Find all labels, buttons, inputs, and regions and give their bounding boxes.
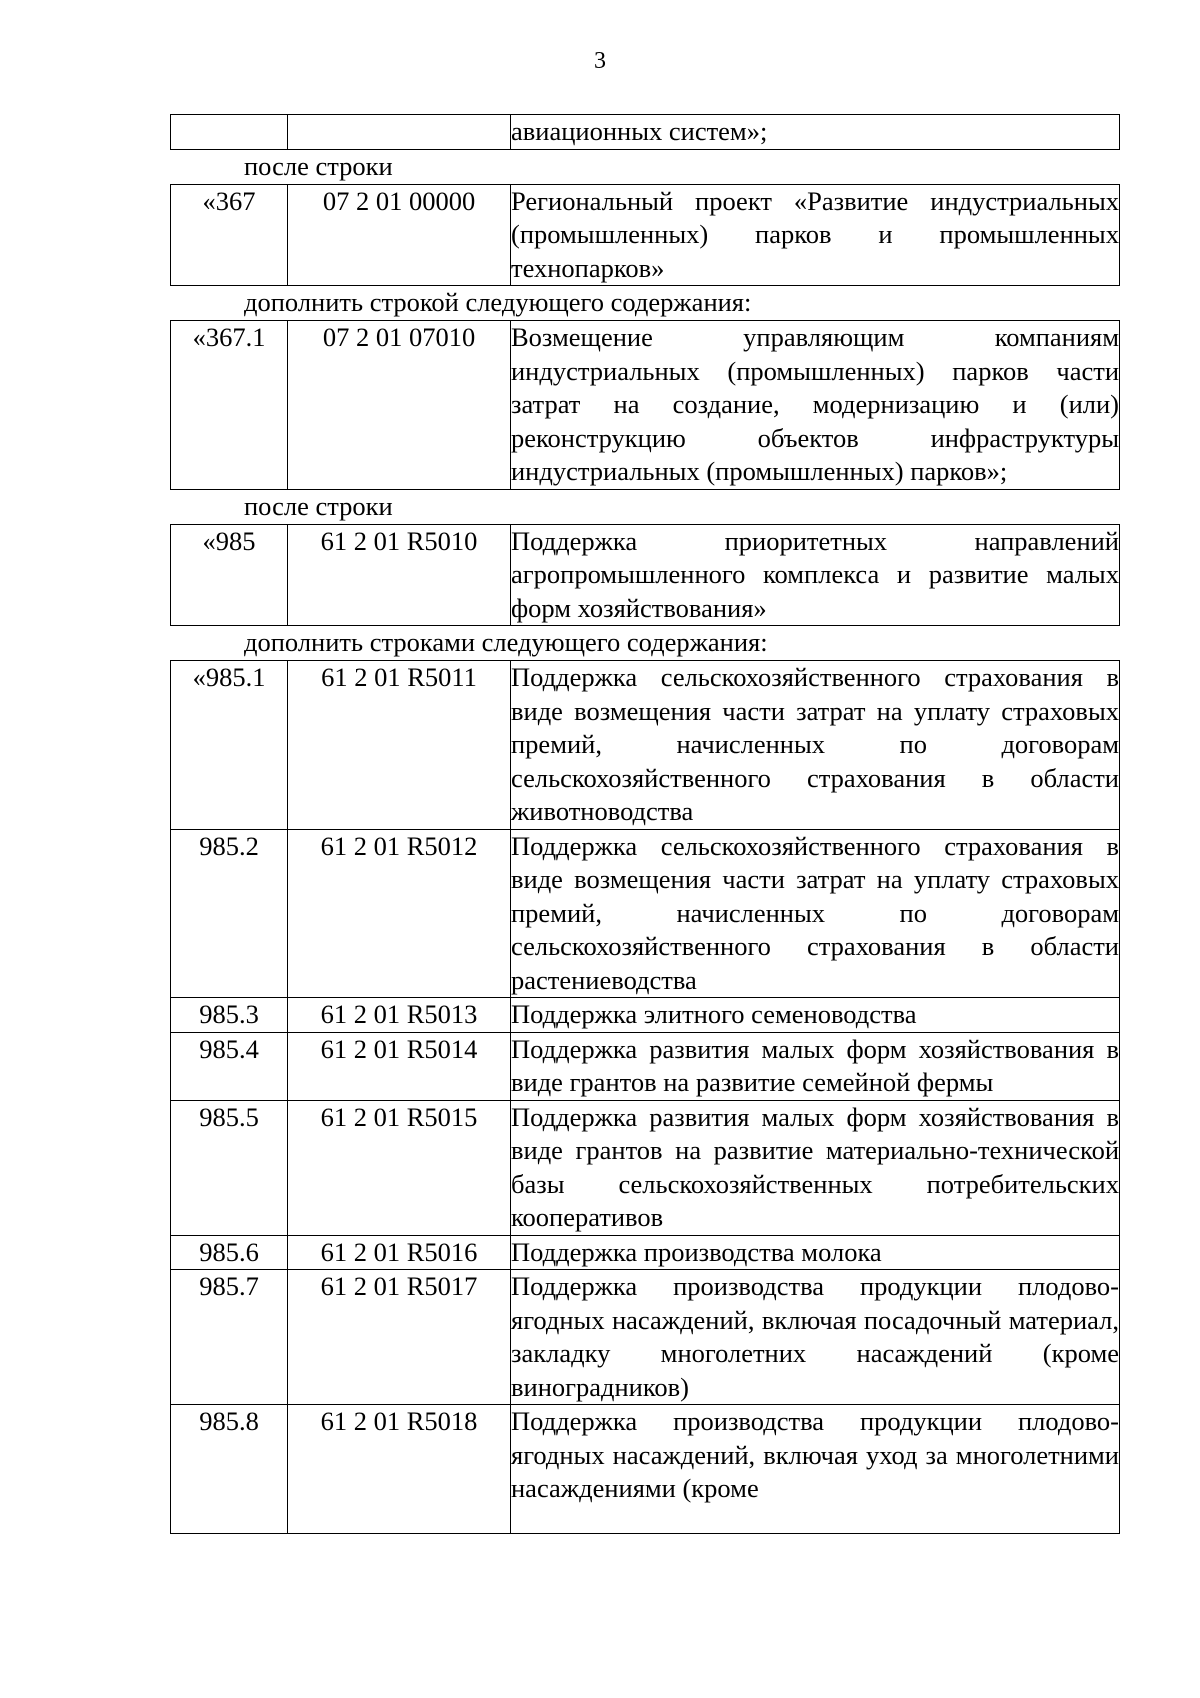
row-description: Поддержка производства продукции плодово-ягодных насаждений, включая посадочный материал, закладку многолетних насаждений (кроме виноградников) bbox=[511, 1270, 1120, 1405]
amendment-table bbox=[170, 184, 1120, 287]
row-description: Возмещение управляющим компаниям индустриальных (промышленных) парков части затрат на создание, модернизацию и (или) реконструкцию объектов инфраструктуры индустриальных (промышленных) парков»; bbox=[511, 321, 1120, 490]
row-code bbox=[288, 115, 511, 150]
table-row bbox=[171, 524, 1120, 626]
row-number: 985.8 bbox=[171, 1405, 288, 1534]
table-row bbox=[171, 1235, 1120, 1270]
row-description: Поддержка элитного семеноводства bbox=[511, 998, 1120, 1033]
row-code: 61 2 01 R5011 bbox=[288, 661, 511, 830]
row-number bbox=[171, 115, 288, 150]
row-description: Поддержка производства молока bbox=[511, 1235, 1120, 1270]
row-code: 61 2 01 R5018 bbox=[288, 1405, 511, 1534]
table-row bbox=[171, 115, 1120, 150]
row-number: «367 bbox=[171, 184, 288, 286]
table-row bbox=[171, 829, 1120, 998]
instruction-text: дополнить строками следующего содержания: bbox=[244, 627, 768, 657]
table-row bbox=[171, 184, 1120, 286]
table-row bbox=[171, 321, 1120, 490]
table-row bbox=[171, 998, 1120, 1033]
instruction-text: после строки bbox=[244, 150, 393, 181]
row-code: 61 2 01 R5010 bbox=[288, 524, 511, 626]
row-code: 61 2 01 R5016 bbox=[288, 1235, 511, 1270]
row-number: 985.4 bbox=[171, 1032, 288, 1100]
row-description: Поддержка развития малых форм хозяйствования в виде грантов на развитие материально-технической базы сельскохозяйственных потребительских кооперативов bbox=[511, 1100, 1120, 1235]
row-number: 985.2 bbox=[171, 829, 288, 998]
amendment-table bbox=[170, 524, 1120, 627]
row-code: 61 2 01 R5017 bbox=[288, 1270, 511, 1405]
table-row bbox=[171, 1100, 1120, 1235]
row-number: 985.5 bbox=[171, 1100, 288, 1235]
row-description: Поддержка развития малых форм хозяйствования в виде грантов на развитие семейной фермы bbox=[511, 1032, 1120, 1100]
continuation-table bbox=[170, 114, 1120, 150]
row-code: 61 2 01 R5015 bbox=[288, 1100, 511, 1235]
page-number: 3 bbox=[594, 48, 606, 74]
row-description: авиационных систем»; bbox=[511, 115, 1120, 150]
table-row bbox=[171, 661, 1120, 830]
table-row bbox=[171, 1270, 1120, 1405]
row-code: 61 2 01 R5014 bbox=[288, 1032, 511, 1100]
row-code: 07 2 01 00000 bbox=[288, 184, 511, 286]
row-number: «985.1 bbox=[171, 661, 288, 830]
amendment-table bbox=[170, 660, 1120, 1534]
row-number: 985.7 bbox=[171, 1270, 288, 1405]
amendment-table bbox=[170, 320, 1120, 490]
row-description: Поддержка сельскохозяйственного страхования в виде возмещения части затрат на уплату страховых премий, начисленных по договорам сельскохозяйственного страхования в области животноводства bbox=[511, 661, 1120, 830]
row-number: «985 bbox=[171, 524, 288, 626]
instruction-text: дополнить строкой следующего содержания: bbox=[244, 287, 752, 317]
table-row bbox=[171, 1405, 1120, 1534]
row-description: Поддержка приоритетных направлений агропромышленного комплекса и развитие малых форм хозяйствования» bbox=[511, 524, 1120, 626]
row-description: Поддержка производства продукции плодово-ягодных насаждений, включая уход за многолетними насаждениями (кроме bbox=[511, 1405, 1120, 1534]
row-code: 07 2 01 07010 bbox=[288, 321, 511, 490]
row-number: 985.6 bbox=[171, 1235, 288, 1270]
document-body bbox=[170, 114, 1120, 1534]
row-code: 61 2 01 R5013 bbox=[288, 998, 511, 1033]
row-description: Поддержка сельскохозяйственного страхования в виде возмещения части затрат на уплату страховых премий, начисленных по договорам сельскохозяйственного страхования в области растениеводства bbox=[511, 829, 1120, 998]
row-description: Региональный проект «Развитие индустриальных (промышленных) парков и промышленных технопарков» bbox=[511, 184, 1120, 286]
table-row bbox=[171, 1032, 1120, 1100]
row-number: 985.3 bbox=[171, 998, 288, 1033]
instruction-text: после строки bbox=[244, 490, 393, 521]
row-number: «367.1 bbox=[171, 321, 288, 490]
row-code: 61 2 01 R5012 bbox=[288, 829, 511, 998]
